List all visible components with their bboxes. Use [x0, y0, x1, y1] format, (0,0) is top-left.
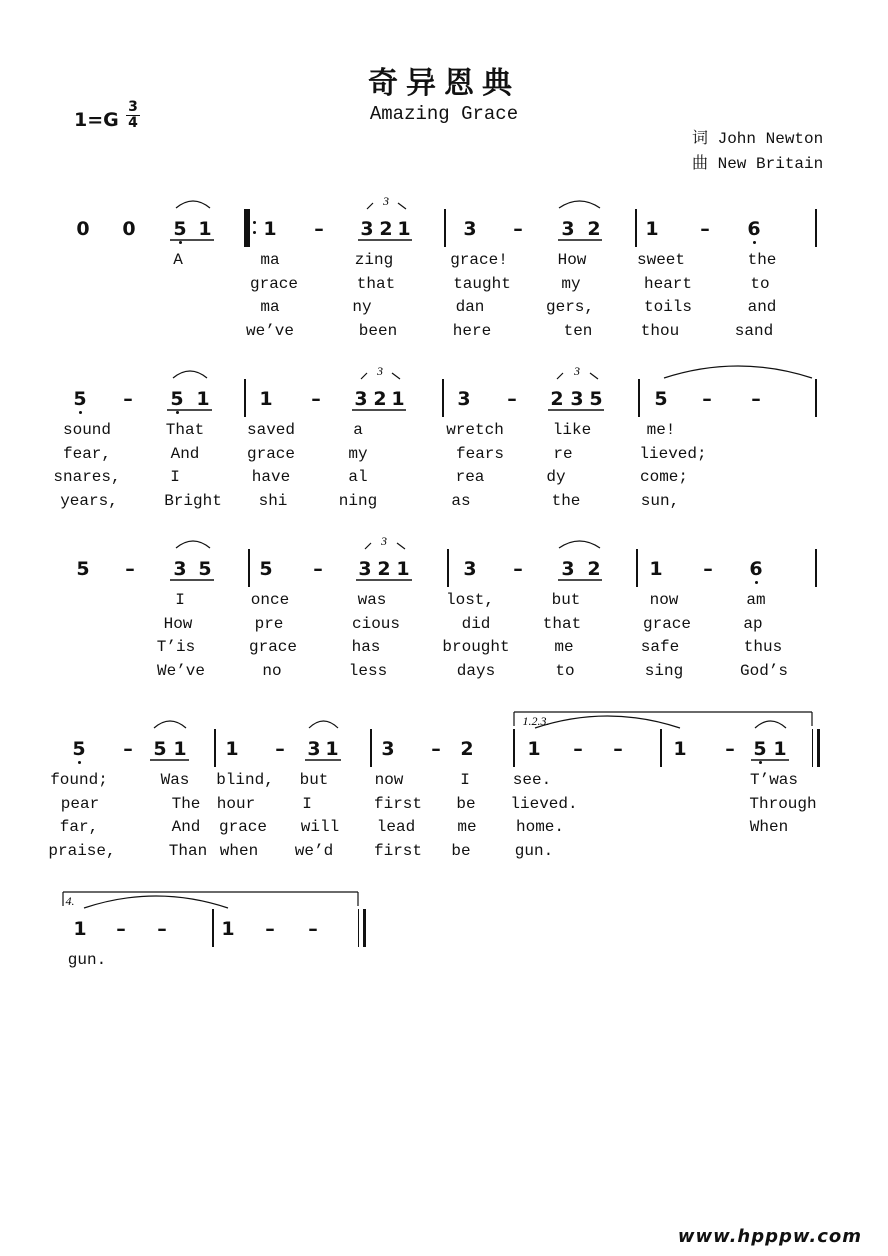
note-2: 2 — [379, 218, 393, 240]
repeat-end-thick — [817, 729, 820, 767]
dash-extender: – — [507, 388, 517, 410]
lyric-syllable: ap — [743, 614, 763, 633]
lyric-syllable: grace — [218, 818, 268, 836]
note-1: 1 — [325, 738, 339, 760]
lyric-syllable: gun. — [514, 841, 554, 860]
lyric-syllable: lead — [376, 818, 416, 836]
lyric-syllable: but — [551, 591, 581, 609]
dash-extender: – — [116, 918, 126, 940]
note-5: 5 — [72, 738, 86, 760]
lyric-syllable: my — [348, 444, 368, 463]
slur-arc — [559, 541, 600, 548]
lyric-syllable: fears — [455, 444, 505, 463]
lyric-syllable: me — [457, 818, 477, 836]
lyric-syllable: to — [750, 274, 770, 293]
lyric-syllable: as — [451, 491, 471, 510]
lyric-line-verse-1 — [0, 251, 888, 271]
lyric-syllable: praise, — [48, 841, 116, 860]
lyric-syllable: T’is — [156, 638, 196, 656]
tie-arc — [84, 896, 228, 908]
octave-dot — [759, 761, 762, 764]
note-3: 3 — [463, 218, 477, 240]
note-1: 1 — [673, 738, 687, 760]
lyric-syllable: Bright — [164, 491, 222, 510]
octave-dot — [78, 761, 81, 764]
note-1: 1 — [221, 918, 235, 940]
note-3: 3 — [570, 388, 584, 410]
triplet-number: 3 — [574, 364, 580, 378]
octave-dot — [176, 411, 179, 414]
lyric-syllable: was — [357, 591, 387, 609]
tie-arc — [535, 716, 680, 728]
triplet-number: 3 — [377, 364, 383, 378]
lyric-line-verse-1 — [0, 421, 888, 441]
lyric-syllable: pear — [60, 794, 100, 813]
lyric-syllable: sun, — [640, 491, 680, 510]
lyric-syllable: grace — [246, 444, 296, 463]
lyric-syllable: How — [163, 614, 193, 633]
bar-line — [660, 729, 662, 767]
dash-extender: – — [513, 218, 523, 240]
bar-line — [444, 209, 446, 247]
final-bar-thick — [363, 909, 366, 947]
lyric-syllable: gun. — [67, 951, 107, 969]
dash-extender: – — [700, 218, 710, 240]
note-1: 1 — [198, 218, 212, 240]
lyric-syllable: first — [373, 841, 423, 860]
note-1: 1 — [527, 738, 541, 760]
lyric-syllable: once — [250, 591, 290, 609]
lyric-syllable: zing — [354, 251, 394, 269]
lyric-syllable: A — [173, 251, 183, 269]
bar-line — [638, 379, 640, 417]
lyric-syllable: ma — [260, 298, 280, 316]
lyric-syllable: will — [300, 818, 340, 836]
lyric-syllable: al — [348, 468, 368, 486]
note-3: 3 — [354, 388, 368, 410]
slur-arc — [154, 721, 186, 728]
note-2: 2 — [377, 558, 391, 580]
lyric-syllable: ning — [338, 491, 378, 510]
note-3: 3 — [360, 218, 374, 240]
lyric-syllable: we’d — [294, 841, 334, 860]
lyric-syllable: The — [171, 794, 201, 813]
lyric-syllable: ny — [352, 298, 372, 316]
note-1: 1 — [73, 918, 87, 940]
lyric-syllable: blind, — [216, 771, 274, 789]
lyric-syllable: have — [251, 468, 291, 486]
lyric-syllable: when — [219, 841, 259, 860]
note-5: 5 — [170, 388, 184, 410]
octave-dot — [753, 241, 756, 244]
bar-line — [244, 379, 246, 417]
lyric-syllable: lieved; — [639, 444, 707, 463]
lyric-syllable: now — [374, 771, 404, 789]
lyric-syllable: That — [165, 421, 205, 439]
note-1: 1 — [259, 388, 273, 410]
dash-extender: – — [311, 388, 321, 410]
lyric-line-verse-4 — [0, 842, 888, 862]
lyricist-credit: 词 John Newton — [692, 130, 824, 148]
dash-extender: – — [431, 738, 441, 760]
note-3: 3 — [463, 558, 477, 580]
lyric-syllable: and — [747, 298, 777, 316]
lyric-syllable: my — [561, 274, 581, 293]
lyric-syllable: the — [747, 251, 777, 269]
note-5: 5 — [198, 558, 212, 580]
note-3: 3 — [358, 558, 372, 580]
lyric-syllable: T’was — [749, 771, 799, 789]
lyric-syllable: found; — [50, 771, 108, 789]
lyric-line-verse-4 — [0, 322, 888, 342]
octave-dot — [179, 241, 182, 244]
note-3: 3 — [173, 558, 187, 580]
lyric-syllable: sweet — [636, 251, 686, 269]
lyric-line-verse-1 — [0, 771, 888, 791]
note-1: 1 — [773, 738, 787, 760]
slur-arc — [176, 541, 210, 548]
slur-arc — [176, 201, 210, 208]
note-2: 2 — [587, 558, 601, 580]
lyric-line-verse-3 — [0, 818, 888, 838]
bar-line — [212, 909, 214, 947]
lyric-syllable: When — [749, 818, 789, 836]
dash-extender: – — [123, 738, 133, 760]
lyric-line-verse-3 — [0, 638, 888, 658]
lyric-syllable: toils — [643, 298, 693, 316]
dash-extender: – — [702, 388, 712, 410]
triplet-number: 3 — [383, 194, 389, 208]
lyric-syllable: heart — [643, 274, 693, 293]
lyric-syllable: been — [358, 321, 398, 340]
octave-dot — [79, 411, 82, 414]
dash-extender: – — [725, 738, 735, 760]
lyric-syllable: grace! — [450, 251, 508, 269]
dash-extender: – — [313, 558, 323, 580]
lyric-syllable: far, — [59, 818, 99, 836]
lyric-syllable: I — [175, 591, 185, 609]
note-5: 5 — [76, 558, 90, 580]
lyric-syllable: grace — [249, 274, 299, 293]
song-title: 奇异恩典 — [368, 66, 520, 101]
bar-line — [636, 549, 638, 587]
dash-extender: – — [613, 738, 623, 760]
dash-extender: – — [157, 918, 167, 940]
lyric-syllable: am — [746, 591, 766, 609]
lyric-syllable: brought — [442, 638, 510, 656]
slur-arc — [309, 721, 338, 728]
note-3: 3 — [561, 218, 575, 240]
slur-arc — [755, 721, 786, 728]
note-5: 5 — [753, 738, 767, 760]
lyric-syllable: days — [456, 661, 496, 680]
lyric-syllable: to — [555, 661, 575, 680]
lyric-line-verse-4 — [0, 492, 888, 512]
lyric-syllable: And — [171, 818, 201, 836]
note-5: 5 — [654, 388, 668, 410]
note-1: 1 — [391, 388, 405, 410]
lyric-syllable: safe — [640, 638, 680, 656]
note-2: 2 — [550, 388, 564, 410]
lyric-syllable: me! — [646, 421, 676, 439]
note-1: 1 — [396, 558, 410, 580]
tie-arc — [664, 366, 812, 378]
repeat-start-thin — [249, 209, 250, 247]
volta-label: 1.2.3. — [522, 714, 550, 728]
bar-line — [815, 379, 817, 417]
lyric-syllable: wretch — [446, 421, 504, 439]
lyric-syllable: pre — [254, 614, 284, 633]
bar-line — [214, 729, 216, 767]
lyric-syllable: a — [353, 421, 363, 439]
lyric-syllable: thus — [743, 638, 783, 656]
lyric-syllable: first — [373, 794, 423, 813]
lyric-syllable: that — [542, 614, 582, 633]
lyric-syllable: lieved. — [510, 794, 578, 813]
lyric-line-verse-1 — [0, 951, 888, 971]
note-2: 2 — [587, 218, 601, 240]
bar-line — [447, 549, 449, 587]
lyric-line-verse-4 — [0, 662, 888, 682]
lyric-syllable: gers, — [545, 298, 595, 316]
lyric-line-verse-1 — [0, 591, 888, 611]
note-2: 2 — [460, 738, 474, 760]
note-0: 0 — [76, 218, 90, 240]
lyric-syllable: saved — [246, 421, 296, 439]
note-1: 1 — [225, 738, 239, 760]
note-5: 5 — [259, 558, 273, 580]
key-signature: 1=G — [74, 109, 119, 131]
note-6: 6 — [747, 218, 761, 240]
composer-credit: 曲 New Britain — [692, 155, 824, 173]
lyric-syllable: And — [170, 444, 200, 463]
bar-line — [815, 209, 817, 247]
bar-line — [248, 549, 250, 587]
lyric-syllable: see. — [512, 771, 552, 789]
octave-dot — [755, 581, 758, 584]
note-3: 3 — [561, 558, 575, 580]
lyric-line-verse-2 — [0, 275, 888, 295]
note-3: 3 — [307, 738, 321, 760]
lyric-syllable: shi — [258, 491, 288, 510]
lyric-syllable: but — [299, 771, 329, 789]
note-0: 0 — [122, 218, 136, 240]
bar-line — [815, 549, 817, 587]
bar-line — [513, 729, 515, 767]
note-6: 6 — [749, 558, 763, 580]
note-1: 1 — [645, 218, 659, 240]
lyric-syllable: now — [649, 591, 679, 609]
dash-extender: – — [275, 738, 285, 760]
lyric-syllable: grace — [248, 638, 298, 656]
lyric-syllable: I — [460, 771, 470, 789]
lyric-syllable: sand — [734, 321, 774, 340]
lyric-syllable: like — [552, 421, 592, 439]
lyric-syllable: hour — [216, 794, 256, 813]
dash-extender: – — [573, 738, 583, 760]
lyric-syllable: snares, — [53, 468, 121, 486]
note-5: 5 — [153, 738, 167, 760]
final-bar-thin — [358, 909, 359, 947]
note-5: 5 — [73, 388, 87, 410]
triplet-number: 3 — [381, 534, 387, 548]
lyric-syllable: lost, — [445, 591, 495, 609]
lyric-syllable: taught — [453, 274, 511, 293]
volta-label: 4. — [65, 894, 75, 908]
lyric-syllable: grace — [642, 614, 692, 633]
lyric-syllable: sound — [62, 421, 112, 439]
lyric-syllable: has — [351, 638, 381, 656]
note-1: 1 — [173, 738, 187, 760]
repeat-end-thin — [812, 729, 813, 767]
meter-top: 3 — [126, 100, 140, 116]
lyric-syllable: dy — [546, 468, 566, 486]
slur-arc — [173, 371, 207, 378]
lyric-syllable: that — [356, 274, 396, 293]
lyric-syllable: I — [302, 794, 312, 813]
note-1: 1 — [263, 218, 277, 240]
dash-extender: – — [314, 218, 324, 240]
lyric-syllable: me — [554, 638, 574, 656]
bar-line — [635, 209, 637, 247]
octave-dot — [253, 231, 256, 234]
bar-line — [442, 379, 444, 417]
lyric-syllable: dan — [455, 298, 485, 316]
lyric-syllable: ten — [563, 321, 593, 340]
lyric-syllable: here — [452, 321, 492, 340]
lyric-syllable: God’s — [739, 661, 789, 680]
repeat-start-thick — [244, 209, 247, 247]
note-1: 1 — [196, 388, 210, 410]
note-2: 2 — [373, 388, 387, 410]
lyric-syllable: be — [456, 794, 476, 813]
note-1: 1 — [649, 558, 663, 580]
note-3: 3 — [381, 738, 395, 760]
dash-extender: – — [265, 918, 275, 940]
dash-extender: – — [703, 558, 713, 580]
lyric-syllable: How — [557, 251, 587, 269]
lyric-line-verse-3 — [0, 298, 888, 318]
lyric-syllable: re — [553, 444, 573, 463]
lyric-syllable: fear, — [62, 444, 112, 463]
lyric-syllable: Was — [160, 771, 190, 789]
note-5: 5 — [589, 388, 603, 410]
lyric-syllable: the — [551, 491, 581, 510]
lyric-syllable: We’ve — [156, 661, 206, 680]
dash-extender: – — [123, 388, 133, 410]
website-watermark: www.hpppw.com — [677, 1226, 862, 1247]
song-subtitle: Amazing Grace — [369, 103, 519, 125]
note-3: 3 — [457, 388, 471, 410]
lyric-syllable: we’ve — [245, 321, 295, 340]
lyric-syllable: sing — [644, 661, 684, 680]
dash-extender: – — [513, 558, 523, 580]
lyric-syllable: ma — [260, 251, 280, 269]
dash-extender: – — [125, 558, 135, 580]
lyric-syllable: did — [461, 614, 491, 633]
slur-arc — [559, 201, 600, 208]
lyric-syllable: come; — [639, 468, 689, 486]
octave-dot — [253, 221, 256, 224]
lyric-syllable: cious — [351, 614, 401, 633]
lyric-line-verse-2 — [0, 795, 888, 815]
lyric-syllable: rea — [455, 468, 485, 486]
lyric-line-verse-2 — [0, 445, 888, 465]
lyric-syllable: be — [451, 841, 471, 860]
lyric-syllable: thou — [640, 321, 680, 340]
note-5: 5 — [173, 218, 187, 240]
lyric-syllable: I — [170, 468, 180, 486]
meter-bottom: 4 — [128, 115, 138, 131]
dash-extender: – — [308, 918, 318, 940]
lyric-syllable: less — [348, 661, 388, 680]
lyric-line-verse-2 — [0, 615, 888, 635]
lyric-syllable: years, — [60, 491, 118, 510]
lyric-syllable: Than — [168, 841, 208, 860]
lyric-syllable: no — [262, 661, 282, 680]
lyric-syllable: Through — [749, 794, 817, 813]
lyric-syllable: home. — [515, 818, 565, 836]
bar-line — [370, 729, 372, 767]
dash-extender: – — [751, 388, 761, 410]
lyric-line-verse-3 — [0, 468, 888, 488]
note-1: 1 — [397, 218, 411, 240]
